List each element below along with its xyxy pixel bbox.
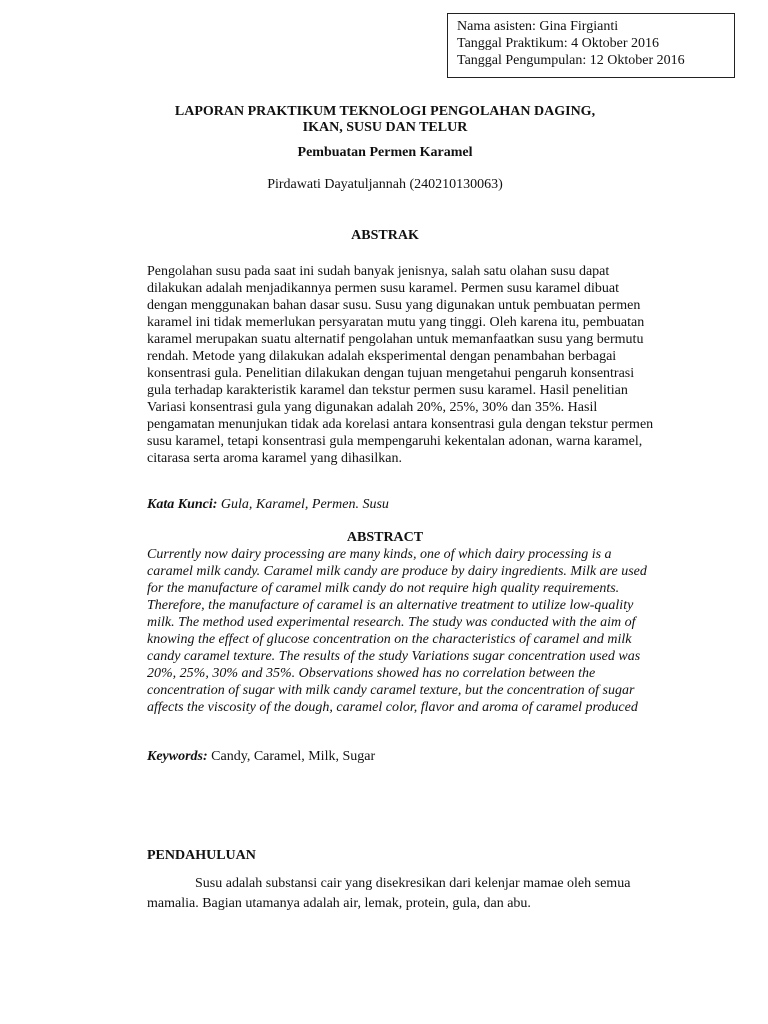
practicum-date: Tanggal Praktikum: 4 Oktober 2016: [457, 36, 659, 51]
report-subtitle: Pembuatan Permen Karamel: [297, 145, 473, 160]
report-title-line2: IKAN, SUSU DAN TELUR: [302, 120, 468, 135]
author-line: Pirdawati Dayatuljannah (240210130063): [267, 177, 503, 192]
keywords: [147, 749, 375, 765]
assistant-name: Nama asisten: Gina Firgianti: [457, 19, 619, 34]
assistant-info-box: [447, 13, 735, 78]
keywords-label: Keywords:: [147, 749, 208, 764]
kata-kunci-label: Kata Kunci:: [147, 497, 218, 512]
kata-kunci: [147, 497, 389, 513]
report-title: [150, 104, 620, 136]
pendahuluan-heading: PENDAHULUAN: [147, 848, 256, 863]
pendahuluan-body: Susu adalah substansi cair yang disekresikan dari kelenjar mamae oleh semua mamalia. Bagian utamanya adalah air, lemak, protein, gula, dan abu.: [147, 876, 631, 911]
report-title-line1: LAPORAN PRAKTIKUM TEKNOLOGI PENGOLAHAN DAGING,: [174, 104, 596, 119]
submission-date: Tanggal Pengumpulan: 12 Oktober 2016: [457, 53, 685, 68]
abstract-heading: ABSTRACT: [346, 530, 424, 545]
kata-kunci-value: Gula, Karamel, Permen. Susu: [220, 497, 389, 512]
abstrak-heading: ABSTRAK: [351, 228, 419, 243]
keywords-value: Candy, Caramel, Milk, Sugar: [211, 749, 376, 764]
abstract-body: Currently now dairy processing are many kinds, one of which dairy processing is a caramel milk candy. Caramel milk candy are produce by dairy ingredients. Milk are used for the manufacture of caramel milk candy do not require high quality requirements. Therefore, the manufacture of caramel is an alternative treatment to utilize low-quality milk. The method used experimental research. The study was conducted with the aim of knowing the effect of glucose concentration on the characteristics of caramel and milk candy caramel texture. The results of the study Variations sugar concentration used was 20%, 25%, 30% and 35%. Observations showed has no correlation between the concentration of sugar with milk candy caramel texture, but the concentration of sugar affects the viscosity of the dough, caramel color, flavor and aroma of caramel produced: [147, 547, 647, 715]
abstrak-body: Pengolahan susu pada saat ini sudah banyak jenisnya, salah satu olahan susu dapat dilakukan adalah menjadikannya permen susu karamel. Permen susu karamel dibuat dengan menggunakan bahan dasar susu. Susu yang digunakan untuk pembuatan permen karamel ini tidak memerlukan persyaratan mutu yang tinggi. Oleh karena itu, pembuatan karamel merupakan suatu alternatif pengolahan untuk memanfaatkan susu yang bermutu rendah. Metode yang dilakukan adalah eksperimental dengan penambahan berbagai konsentrasi gula. Penelitian dilakukan dengan tujuan mengetahui pengaruh konsentrasi gula terhadap karakteristik karamel dan tekstur permen susu karamel. Hasil penelitian Variasi konsentrasi gula yang digunakan adalah 20%, 25%, 30% dan 35%. Hasil pengamatan menunjukan tidak ada korelasi antara konsentrasi gula dengan tekstur permen susu karamel, tetapi konsentrasi gula mempengaruhi kekentalan adonan, warna karamel, citarasa serta aroma karamel yang dihasilkan.: [147, 264, 654, 466]
